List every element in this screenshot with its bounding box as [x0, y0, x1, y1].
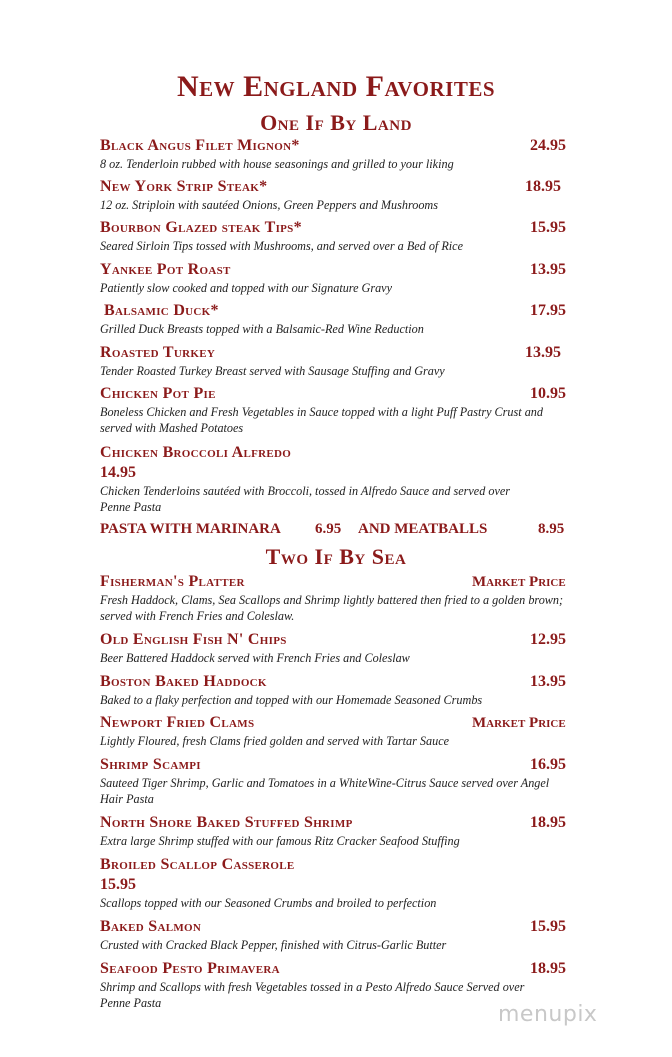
item-description: Crusted with Cracked Black Pepper, finished with Citrus-Garlic Butter — [100, 938, 447, 952]
menu-title: New England Favorites — [176, 70, 496, 103]
menu-item — [100, 630, 585, 666]
item-description: Patiently slow cooked and topped with our Signature Gravy — [100, 281, 393, 295]
pasta-extra: AND MEATBALLS — [358, 521, 488, 537]
section-heading-sea: Two If By Sea — [265, 544, 407, 569]
item-description: 12 oz. Striploin with sautéed Onions, Green Peppers and Mushrooms — [100, 198, 438, 212]
item-name: Shrimp Scampi — [100, 756, 201, 773]
menu-item — [100, 672, 585, 708]
item-name: New York Strip Steak* — [100, 178, 268, 195]
item-price: 24.95 — [530, 137, 566, 154]
menu-item — [100, 260, 585, 296]
item-price: 13.95 — [530, 261, 566, 278]
item-description: Lightly Floured, fresh Clams fried golden and served with Tartar Sauce — [100, 734, 450, 748]
item-name: Chicken Pot Pie — [100, 385, 216, 402]
item-name: Chicken Broccoli Alfredo — [100, 444, 292, 461]
item-price: 13.95 — [530, 673, 566, 690]
menu-item — [100, 755, 585, 807]
item-name: Fisherman's Platter — [100, 573, 245, 590]
menu-item — [100, 218, 585, 254]
watermark: menupix — [498, 1002, 598, 1027]
menu-item — [100, 855, 585, 911]
item-description: Tender Roasted Turkey Breast served with Sausage Stuffing and Gravy — [100, 364, 445, 378]
item-name: Newport Fried Clams — [100, 714, 255, 731]
item-name: Yankee Pot Roast — [100, 261, 231, 278]
menu-item — [100, 713, 585, 749]
item-name: Roasted Turkey — [100, 344, 216, 361]
item-name: Black Angus Filet Mignon* — [100, 137, 300, 154]
item-name: Boston Baked Haddock — [100, 673, 267, 690]
menu-item — [100, 443, 585, 515]
item-description: 8 oz. Tenderloin rubbed with house seasonings and grilled to your liking — [100, 157, 454, 171]
item-price: 18.95 — [530, 814, 566, 831]
menu-item — [100, 813, 585, 849]
pasta-price: 6.95 — [315, 521, 342, 537]
item-description: Extra large Shrimp stuffed with our famous Ritz Cracker Seafood Stuffing — [100, 834, 460, 848]
pasta-extra-price: 8.95 — [538, 521, 565, 537]
menu-item — [100, 177, 585, 213]
item-name: Balsamic Duck* — [104, 302, 219, 319]
item-price: 15.95 — [100, 876, 136, 893]
item-description: Shrimp and Scallops with fresh Vegetables tossed in a Pesto Alfredo Sauce Served over Penne Pasta — [100, 980, 525, 1010]
item-price: 15.95 — [530, 219, 566, 236]
item-description: Baked to a flaky perfection and topped with our Homemade Seasoned Crumbs — [100, 693, 483, 707]
item-price: 13.95 — [525, 344, 561, 361]
item-price: Market Price — [472, 715, 566, 731]
item-price: 10.95 — [530, 385, 566, 402]
item-description: Boneless Chicken and Fresh Vegetables in Sauce topped with a light Puff Pastry Crust and served with Mashed Potatoes — [100, 405, 543, 435]
item-price: 18.95 — [525, 178, 561, 195]
item-price: Market Price — [472, 574, 566, 590]
menu-item — [100, 572, 585, 624]
item-price: 16.95 — [530, 756, 566, 773]
item-price: 14.95 — [100, 464, 136, 481]
item-name: North Shore Baked Stuffed Shrimp — [100, 814, 353, 831]
menu-item — [100, 343, 585, 379]
item-price: 12.95 — [530, 631, 566, 648]
menu-item — [100, 384, 585, 436]
item-name: Old English Fish N' Chips — [100, 631, 287, 648]
pasta-name: PASTA WITH MARINARA — [100, 521, 281, 537]
menu-item — [100, 136, 585, 172]
item-price: 17.95 — [530, 302, 566, 319]
item-description: Chicken Tenderloins sautéed with Broccoli, tossed in Alfredo Sauce and served over Penne Pasta — [100, 484, 511, 514]
item-name: Baked Salmon — [100, 918, 202, 935]
item-price: 15.95 — [530, 918, 566, 935]
item-name: Seafood Pesto Primavera — [100, 960, 280, 977]
item-name: Broiled Scallop Casserole — [100, 856, 295, 873]
item-description: Fresh Haddock, Clams, Sea Scallops and Shrimp lightly battered then fried to a golden brown; served with French Fries and Coleslaw. — [100, 593, 564, 623]
item-description: Sauteed Tiger Shrimp, Garlic and Tomatoes in a WhiteWine-Citrus Sauce served over Angel Hair Pasta — [100, 776, 550, 806]
item-description: Seared Sirloin Tips tossed with Mushrooms, and served over a Bed of Rice — [100, 239, 463, 253]
menu-item — [100, 301, 585, 337]
item-price: 18.95 — [530, 960, 566, 977]
item-description: Grilled Duck Breasts topped with a Balsamic-Red Wine Reduction — [100, 322, 424, 336]
item-description: Scallops topped with our Seasoned Crumbs and broiled to perfection — [100, 896, 437, 910]
item-description: Beer Battered Haddock served with French Fries and Coleslaw — [100, 651, 410, 665]
section-heading-land: One If By Land — [260, 110, 412, 135]
item-name: Bourbon Glazed steak Tips* — [100, 219, 302, 236]
menu-item — [100, 917, 585, 953]
